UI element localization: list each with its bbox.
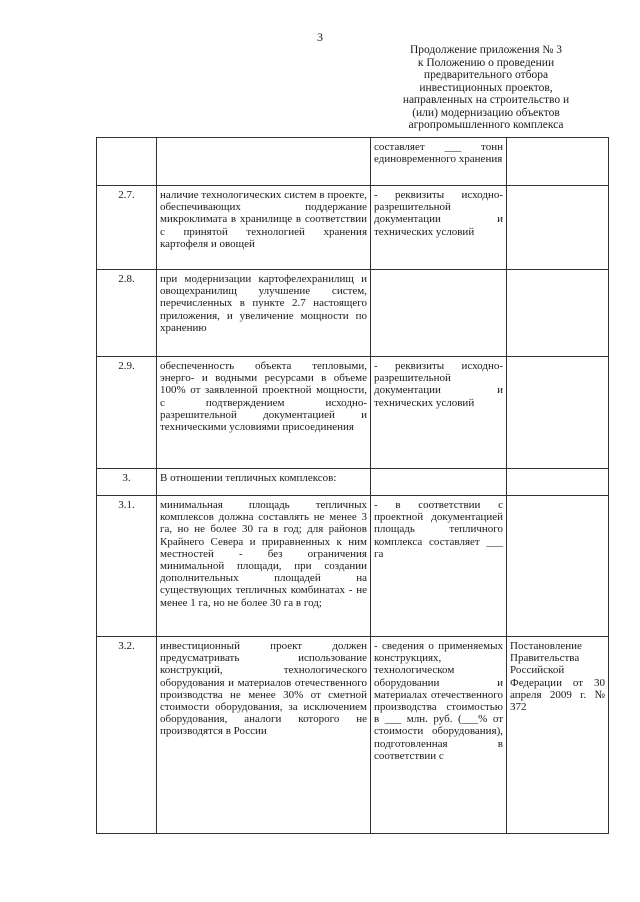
criterion-cell	[157, 138, 371, 186]
documents-cell: составляет ___ тонн единовременного хранения	[371, 138, 507, 186]
documents-cell: - сведения о применяемых конструкциях, технологическом оборудовании и материалах отечественного производства стоимостью в ___ млн. руб. (___% от стоимости оборудования), подготовленная в соответствии с	[371, 637, 507, 834]
row-number: 3.	[97, 469, 157, 496]
header-line: (или) модернизацию объектов	[412, 106, 560, 119]
header-line: направленных на строительство и	[402, 94, 570, 106]
table-row	[97, 637, 609, 834]
page-number: 3	[317, 30, 323, 44]
table-row	[97, 357, 609, 469]
documents-cell: - в соответствии с проектной документацией площадь тепличного комплекса составляет ___ га	[371, 496, 507, 637]
documents-cell	[371, 270, 507, 357]
documents-cell	[371, 469, 507, 496]
table-row	[97, 270, 609, 357]
row-number: 3.1.	[97, 496, 157, 637]
basis-cell	[507, 186, 609, 270]
table-row	[97, 496, 609, 637]
header-line: агропромышленного комплекса	[408, 119, 564, 131]
documents-cell: - реквизиты исходно-разрешительной документации и технических условий	[371, 186, 507, 270]
basis-cell	[507, 357, 609, 469]
criterion-cell: обеспеченность объекта тепловыми, энерго- и водными ресурсами в объеме 100% от заявленной проектной мощности, с подтверждением исходно-разрешительной документацией и техническими условиями присоединения	[157, 357, 371, 469]
criterion-cell: инвестиционный проект должен предусматривать использование конструкций, технологического оборудования и материалов отечественного производства не менее 30% от сметной стоимости оборудования, за исключением оборудования, аналоги которого не производятся в России	[157, 637, 371, 834]
header-line: предварительного отбора	[423, 69, 549, 81]
criterion-cell: при модернизации картофелехранилищ и овощехранилищ улучшение систем, перечисленных в пункте 2.7 настоящего приложения, и увеличение мощности по хранению	[157, 270, 371, 357]
row-number	[97, 138, 157, 186]
criteria-table	[96, 137, 609, 834]
header-line: Продолжение приложения № 3	[409, 44, 563, 56]
basis-cell	[507, 496, 609, 637]
documents-cell: - реквизиты исходно-разрешительной документации и технических условий	[371, 357, 507, 469]
appendix-header	[376, 44, 596, 132]
criterion-cell: минимальная площадь тепличных комплексов должна составлять не менее 3 га, но не более 30 га в год; для районов Крайнего Севера и приравненных к ним местностей - без ограничения минимальной площади, при создании дополнительных площадей на существующих тепличных комбинатах - не менее 1 га, но не более 30 га в год;	[157, 496, 371, 637]
row-number: 2.8.	[97, 270, 157, 357]
basis-cell	[507, 270, 609, 357]
row-number: 2.9.	[97, 357, 157, 469]
basis-cell	[507, 138, 609, 186]
basis-cell: Постановление Правительства Российской Федерации от 30 апреля 2009 г. № 372	[507, 637, 609, 834]
table-row	[97, 186, 609, 270]
header-line: к Положению о проведении	[417, 56, 555, 69]
row-number: 3.2.	[97, 637, 157, 834]
table-row	[97, 469, 609, 496]
basis-cell	[507, 469, 609, 496]
row-number: 2.7.	[97, 186, 157, 270]
header-line: инвестиционных проектов,	[419, 81, 553, 94]
table-row	[97, 138, 609, 186]
criterion-cell: наличие технологических систем в проекте, обеспечивающих поддержание микроклимата в хранилище в соответствии с принятой технологией хранения картофеля и овощей	[157, 186, 371, 270]
criterion-cell: В отношении тепличных комплексов:	[157, 469, 371, 496]
